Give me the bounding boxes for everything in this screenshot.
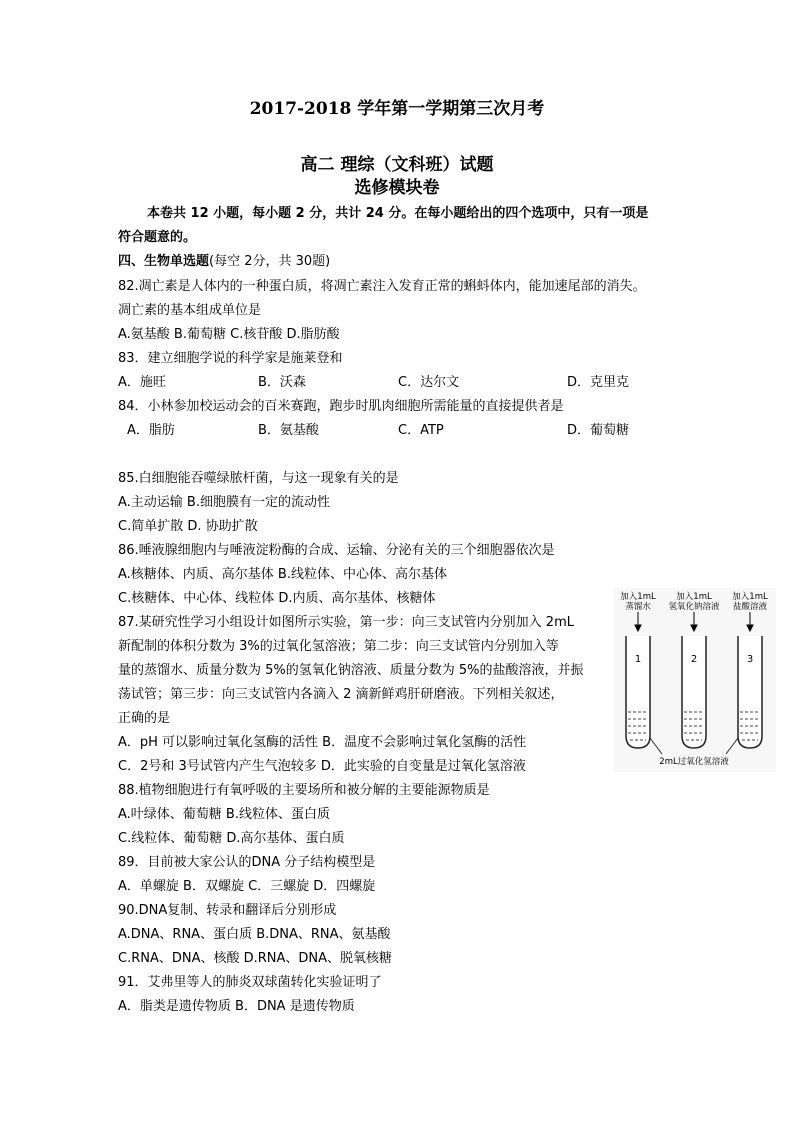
- test-tube-figure: [614, 588, 776, 772]
- q84-option-d: D．葡萄糖: [567, 423, 630, 438]
- q89-stem: 89．目前被大家公认的DNA 分子结构模型是: [118, 855, 376, 870]
- tube-3-label-line-2: 盐酸溶液: [732, 602, 768, 612]
- instructions-line-1: 本卷共 12 小题，每小题 2 分，共计 24 分。在每小题给出的四个选项中，只有一项是: [147, 206, 649, 221]
- tube-2-number: 2: [690, 654, 698, 665]
- q87-stem-line-3: 量的蒸馏水、质量分数为 5%的氢氧化钠溶液、质量分数为 5%的盐酸溶液，并振: [118, 663, 584, 678]
- q83-option-c: C．达尔文: [398, 375, 460, 390]
- tube-2-label-line-2: 氢氧化钠溶液: [668, 602, 720, 612]
- tube-2-arrowhead: [691, 625, 697, 631]
- q87-stem-line-5: 正确的是: [118, 711, 171, 726]
- pointer-line-left: [650, 738, 662, 754]
- tube-3-number: 3: [746, 654, 754, 665]
- q83-stem: 83．建立细胞学说的科学家是施莱登和: [118, 351, 343, 366]
- figure-bottom-label: 2mL过氧化氢溶液: [659, 757, 729, 767]
- q84-option-a: A．脂肪: [127, 423, 175, 438]
- q91-stem: 91．艾弗里等人的肺炎双球菌转化实验证明了: [118, 975, 382, 990]
- test-tube-3: [738, 636, 762, 748]
- tube-1-label-line-1: 加入1mL: [620, 592, 656, 602]
- q90-stem: 90.DNA复制、转录和翻译后分别形成: [118, 903, 337, 918]
- q86-options-1: A.核糖体、内质、高尔基体 B.线粒体、中心体、高尔基体: [118, 567, 447, 582]
- q85-stem: 85.白细胞能吞噬绿脓杆菌，与这一现象有关的是: [118, 471, 399, 486]
- tube-2-label-line-1: 加入1mL: [676, 592, 712, 602]
- tube-3-label-line-1: 加入1mL: [732, 592, 768, 602]
- q87-stem-line-4: 荡试管；第三步：向三支试管内各滴入 2 滴新鲜鸡肝研磨液。下列相关叙述，: [118, 687, 564, 702]
- q86-options-2: C.核糖体、中心体、线粒体 D.内质、高尔基体、核糖体: [118, 591, 436, 606]
- q90-options-2: C.RNA、DNA、核酸 D.RNA、DNA、脱氧核糖: [118, 951, 393, 966]
- exam-subtitle: 高二 理综（文科班）试题: [300, 155, 494, 175]
- instructions-line-2: 符合题意的。: [118, 230, 197, 245]
- q84-option-b: B．氨基酸: [258, 423, 319, 438]
- q91-options: A．脂类是遗传物质 B．DNA 是遗传物质: [118, 999, 355, 1014]
- q82-stem-line-2: 凋亡素的基本组成单位是: [118, 303, 262, 318]
- tube-1-arrowhead: [635, 625, 641, 631]
- section-note: (每空 2分，共 30题): [209, 254, 331, 269]
- q87-stem-line-1: 87.某研究性学习小组设计如图所示实验，第一步：向三支试管内分别加入 2mL: [118, 615, 574, 630]
- q87-options-1: A．pH 可以影响过氧化氢酶的活性 B．温度不会影响过氧化氢酶的活性: [118, 735, 527, 750]
- q83-option-a: A．施旺: [118, 375, 166, 390]
- q88-options-1: A.叶绿体、葡萄糖 B.线粒体、蛋白质: [118, 807, 330, 822]
- q85-options-1: A.主动运输 B.细胞膜有一定的流动性: [118, 495, 330, 510]
- q83-option-d: D．克里克: [567, 375, 630, 390]
- q82-stem-line-1: 82.凋亡素是人体内的一种蛋白质，将凋亡素注入发育正常的蝌蚪体内，能加速尾部的消失。: [118, 279, 646, 294]
- tube-1-label-line-2: 蒸馏水: [625, 602, 651, 612]
- q90-options-1: A.DNA、RNA、蛋白质 B.DNA、RNA、氨基酸: [118, 927, 391, 942]
- tube-1-number: 1: [634, 654, 642, 665]
- section-heading: 四、生物单选题: [118, 254, 210, 269]
- test-tube-1: [626, 636, 650, 748]
- q84-stem: 84．小林参加校运动会的百米赛跑，跑步时肌肉细胞所需能量的直接提供者是: [118, 399, 564, 414]
- q87-stem-line-2: 新配制的体积分数为 3%的过氧化氢溶液；第二步：向三支试管内分别加入等: [118, 639, 559, 654]
- q84-option-c: C．ATP: [398, 423, 444, 438]
- q85-options-2: C.简单扩散 D. 协助扩散: [118, 519, 258, 534]
- q83-option-b: B．沃森: [258, 375, 306, 390]
- q88-options-2: C.线粒体、葡萄糖 D.高尔基体、蛋白质: [118, 831, 345, 846]
- q86-stem: 86.唾液腺细胞内与唾液淀粉酶的合成、运输、分泌有关的三个细胞器依次是: [118, 543, 555, 558]
- tube-3-arrowhead: [747, 625, 753, 631]
- section-header: [118, 253, 330, 271]
- test-tube-2: [682, 636, 706, 748]
- q89-options: A．单螺旋 B．双螺旋 C．三螺旋 D．四螺旋: [118, 879, 376, 894]
- module-title: 选修模块卷: [354, 178, 440, 198]
- q87-options-2: C．2号和 3号试管内产生气泡较多 D．此实验的自变量是过氧化氢溶液: [118, 759, 526, 774]
- q82-options: A.氨基酸 B.葡萄糖 C.核苷酸 D.脂肪酸: [118, 327, 340, 342]
- q88-stem: 88.植物细胞进行有氧呼吸的主要场所和被分解的主要能源物质是: [118, 783, 490, 798]
- pointer-line-right: [726, 738, 738, 754]
- page-title: 2017-2018 学年第一学期第三次月考: [249, 99, 545, 119]
